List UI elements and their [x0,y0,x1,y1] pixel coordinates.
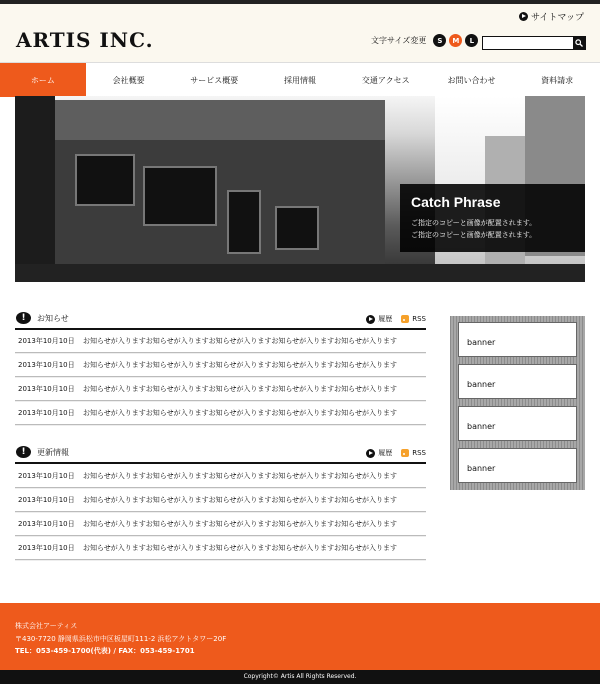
nav-item-recruit[interactable]: 採用情報 [284,75,317,85]
updates-date: 2013年10月10日 [18,520,75,528]
news-row[interactable] [15,378,426,401]
updates-text: お知らせが入りますお知らせが入りますお知らせが入りますお知らせが入りますお知らせが入ります [83,472,397,480]
news-section-header [15,312,426,330]
news-text: お知らせが入りますお知らせが入りますお知らせが入りますお知らせが入りますお知らせが入ります [83,361,397,369]
updates-list [15,465,426,561]
updates-section-header [15,446,426,464]
news-links [366,314,426,324]
sitemap-label: サイトマップ [530,13,584,23]
updates-rss-link[interactable]: RSS [412,449,426,457]
news-row[interactable] [15,402,426,425]
news-rss-link[interactable]: RSS [412,315,426,323]
arrow-right-icon [519,12,528,21]
sitemap-link[interactable] [519,10,584,23]
hero-window [275,206,319,250]
updates-text: お知らせが入りますお知らせが入りますお知らせが入りますお知らせが入りますお知らせが入ります [83,520,397,528]
search-box [482,36,586,50]
catch-phrase-title: Catch Phrase [411,194,501,210]
updates-date: 2013年10月10日 [18,544,75,552]
news-date: 2013年10月10日 [18,361,75,369]
news-date: 2013年10月10日 [18,385,75,393]
font-size-medium-button[interactable]: M [449,34,462,47]
font-size-label: 文字サイズ変更 [371,36,427,45]
rss-icon [401,449,409,457]
news-text: お知らせが入りますお知らせが入りますお知らせが入りますお知らせが入りますお知らせが入ります [83,337,397,345]
site-footer [0,603,600,670]
hero-building-roof [55,100,385,140]
news-list [15,330,426,426]
updates-text: お知らせが入りますお知らせが入りますお知らせが入りますお知らせが入りますお知らせが入ります [83,544,397,552]
updates-date: 2013年10月10日 [18,496,75,504]
search-icon [575,39,583,47]
updates-history-link[interactable]: 履歴 [378,449,393,457]
hero-image [15,96,585,282]
search-button[interactable] [573,37,585,49]
nav-item-services[interactable]: サービス概要 [190,75,239,85]
rss-icon [401,315,409,323]
nav-item-home[interactable]: ホーム [0,63,86,97]
updates-title: 更新情報 [37,448,69,457]
footer-company: 株式会社アーティス [15,622,78,630]
nav-item-company[interactable]: 会社概要 [112,75,145,85]
news-date: 2013年10月10日 [18,409,75,417]
site-header [0,4,600,62]
font-size-small-button[interactable]: S [433,34,446,47]
footer-address: 〒430-7720 静岡県浜松市中区板屋町111-2 浜松アクトタワー20F [15,635,227,643]
news-row[interactable] [15,354,426,377]
hero-window [75,154,135,206]
banner-1[interactable]: banner [458,322,577,357]
nav-item-access[interactable]: 交通アクセス [361,75,410,85]
nav-item-contact[interactable]: お問い合わせ [447,75,496,85]
global-nav [0,62,600,97]
hero-window [143,166,217,226]
news-text: お知らせが入りますお知らせが入りますお知らせが入りますお知らせが入りますお知らせが入ります [83,409,397,417]
font-size-switcher [371,34,478,47]
banner-3[interactable]: banner [458,406,577,441]
news-date: 2013年10月10日 [18,337,75,345]
nav-item-request[interactable]: 資料請求 [541,75,574,85]
updates-row[interactable] [15,489,426,512]
updates-row[interactable] [15,465,426,488]
footer-tel: TEL：053-459-1700(代表) / FAX：053-459-1701 [15,647,195,655]
news-title: お知らせ [37,314,69,323]
arrow-right-icon [366,449,375,458]
news-history-link[interactable]: 履歴 [378,315,393,323]
news-row[interactable] [15,330,426,353]
arrow-right-icon [366,315,375,324]
updates-row[interactable] [15,513,426,536]
copyright: Copyright© Artis All Rights Reserved. [0,670,600,684]
updates-text: お知らせが入りますお知らせが入りますお知らせが入りますお知らせが入りますお知らせが入ります [83,496,397,504]
news-text: お知らせが入りますお知らせが入りますお知らせが入りますお知らせが入りますお知らせが入ります [83,385,397,393]
updates-row[interactable] [15,537,426,560]
site-logo[interactable]: ARTIS INC. [16,28,154,52]
updates-date: 2013年10月10日 [18,472,75,480]
font-size-large-button[interactable]: L [465,34,478,47]
hero-building-left [15,96,55,282]
catch-phrase-line: ご指定のコピーと画像が配置されます。 [411,219,537,227]
sidebar-banners [450,316,585,490]
updates-links [366,448,426,458]
exclamation-icon: ! [16,446,31,458]
catch-phrase-box [400,184,585,252]
banner-2[interactable]: banner [458,364,577,399]
catch-phrase-line: ご指定のコピーと画像が配置されます。 [411,231,537,239]
hero-window [227,190,261,254]
hero-street [15,264,585,282]
banner-4[interactable]: banner [458,448,577,483]
exclamation-icon: ! [16,312,31,324]
search-input[interactable] [483,37,575,49]
